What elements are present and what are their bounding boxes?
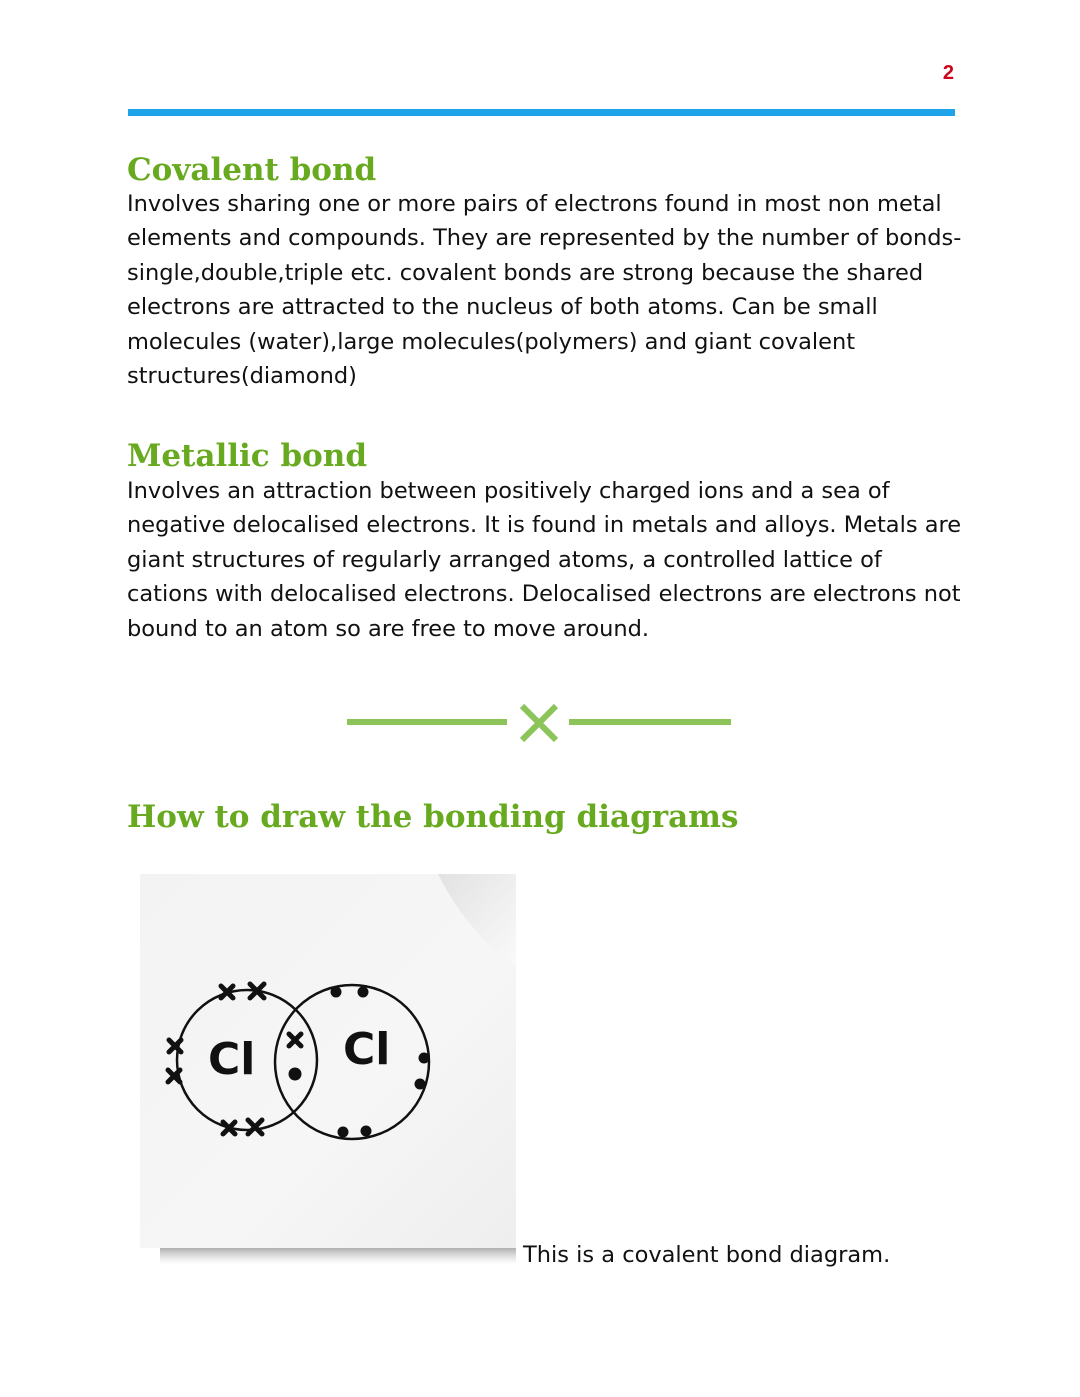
dot	[338, 1127, 349, 1138]
diagrams-heading: How to draw the bonding diagrams	[127, 799, 739, 835]
dot	[358, 987, 369, 998]
sticky-note	[140, 874, 516, 1248]
metallic-heading: Metallic bond	[127, 438, 368, 474]
dot-shared	[289, 1068, 302, 1081]
atom-label-left: Cl	[208, 1034, 256, 1085]
dot	[361, 1126, 372, 1137]
covalent-bond-diagram-photo	[138, 874, 520, 1266]
atom-label-right: Cl	[343, 1024, 391, 1075]
metallic-paragraph: Involves an attraction between positively charged ions and a sea of negative delocalised electrons. It is found in metals and alloys. Metals are giant structures of regularly arranged atoms, a controlled lattice of cations with delocalised electrons. Delocalised electrons are electrons not bound to an atom so are free to move around.	[127, 478, 962, 642]
covalent-paragraph: Involves sharing one or more pairs of electrons found in most non metal elements and compounds. They are represented by the number of bonds- single,double,triple etc. covalent bonds are strong because the shared electrons are attracted to the nucleus of both atoms. Can be small molecules (water),large molecules(polymers) and giant covalent structures(diamond)	[127, 191, 962, 390]
dot	[331, 987, 342, 998]
top-rule	[128, 109, 955, 116]
dot	[419, 1053, 430, 1064]
page-number: 2	[942, 62, 954, 84]
covalent-heading: Covalent bond	[127, 152, 377, 188]
cross-icon	[522, 706, 556, 740]
diagram-caption: This is a covalent bond diagram.	[523, 1242, 891, 1268]
dot	[415, 1079, 426, 1090]
paper-shadow	[160, 1246, 516, 1264]
section-divider	[345, 700, 735, 744]
